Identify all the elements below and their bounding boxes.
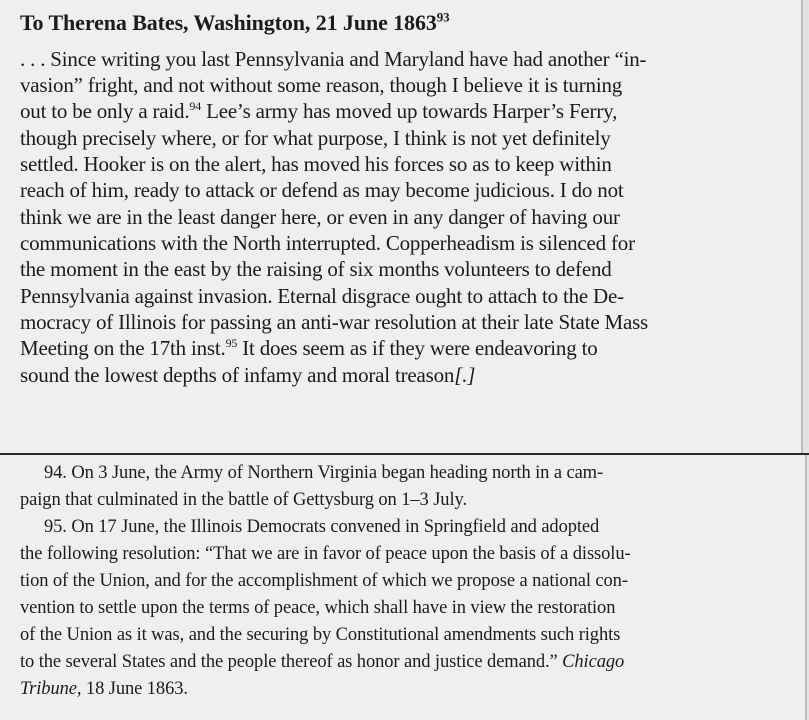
footnote-95-line: the following resolution: “That we are in favor of peace upon the basis of a dissolu- [20,544,631,564]
footnote-95-line: Tribune, 18 June 1863. [20,679,188,699]
footnote-94-line: paign that culminated in the battle of Gettysburg on 1–3 July. [20,490,467,510]
source-title: Tribune [20,679,77,699]
footnotes-clipping [0,455,807,720]
letter-line: vasion” fright, and not without some reason, though I believe it is turning [20,73,623,97]
footnote-95-line: 95. On 17 June, the Illinois Democrats convened in Springfield and adopted [44,517,600,537]
footnote-95-line: to the several States and the people thereof as honor and justice demand.” Chicago [20,652,625,672]
letter-line: out to be only a raid.$^{94}$ Lee’s army has moved up towards Harper’s Ferry, [20,99,618,123]
footnote-94-line: 94. On 3 June, the Army of Northern Virginia began heading north in a cam- [44,463,604,483]
letter-line: though precisely where, or for what purpose, I think is not yet definitely [20,126,611,150]
note-ref-93: 93 [436,9,450,25]
source-title: Chicago [562,652,625,672]
letter-line: . . . Since writing you last Pennsylvania and Maryland have had another “in- [20,47,647,71]
letter-line: Pennsylvania against invasion. Eternal disgrace ought to attach to the De- [20,284,624,308]
letter-line: reach of him, ready to attack or defend as may become judicious. I do not [20,178,624,202]
editorial-bracket: [.] [454,363,476,387]
footnote-95-line: of the Union as it was, and the securing by Constitutional amendments such rights [20,625,621,645]
letter-line: Meeting on the 17th inst.$^{95}$ It does seem as if they were endeavoring to [20,336,598,360]
heading-text: To Therena Bates, Washington, 21 June 1863 [20,10,437,35]
letter-line: mocracy of Illinois for passing an anti-war resolution at their late State Mass [20,310,649,334]
note-ref-94: 94 [189,99,202,113]
letter-line: sound the lowest depths of infamy and moral treason[.] [20,363,476,387]
note-ref-95: 95 [225,336,238,350]
letter-line: settled. Hooker is on the alert, has moved his forces so as to keep within [20,152,612,176]
letter-line: think we are in the least danger here, or even in any danger of having our [20,205,620,229]
letter-line: communications with the North interrupted. Copperheadism is silenced for [20,231,635,255]
footnote-95-line: vention to settle upon the terms of peace, which shall have in view the restoration [20,598,616,618]
footnote-95-line: tion of the Union, and for the accomplishment of which we propose a national con- [20,571,628,591]
letter-heading [20,10,450,36]
letter-line: the moment in the east by the raising of six months volunteers to defend [20,257,612,281]
